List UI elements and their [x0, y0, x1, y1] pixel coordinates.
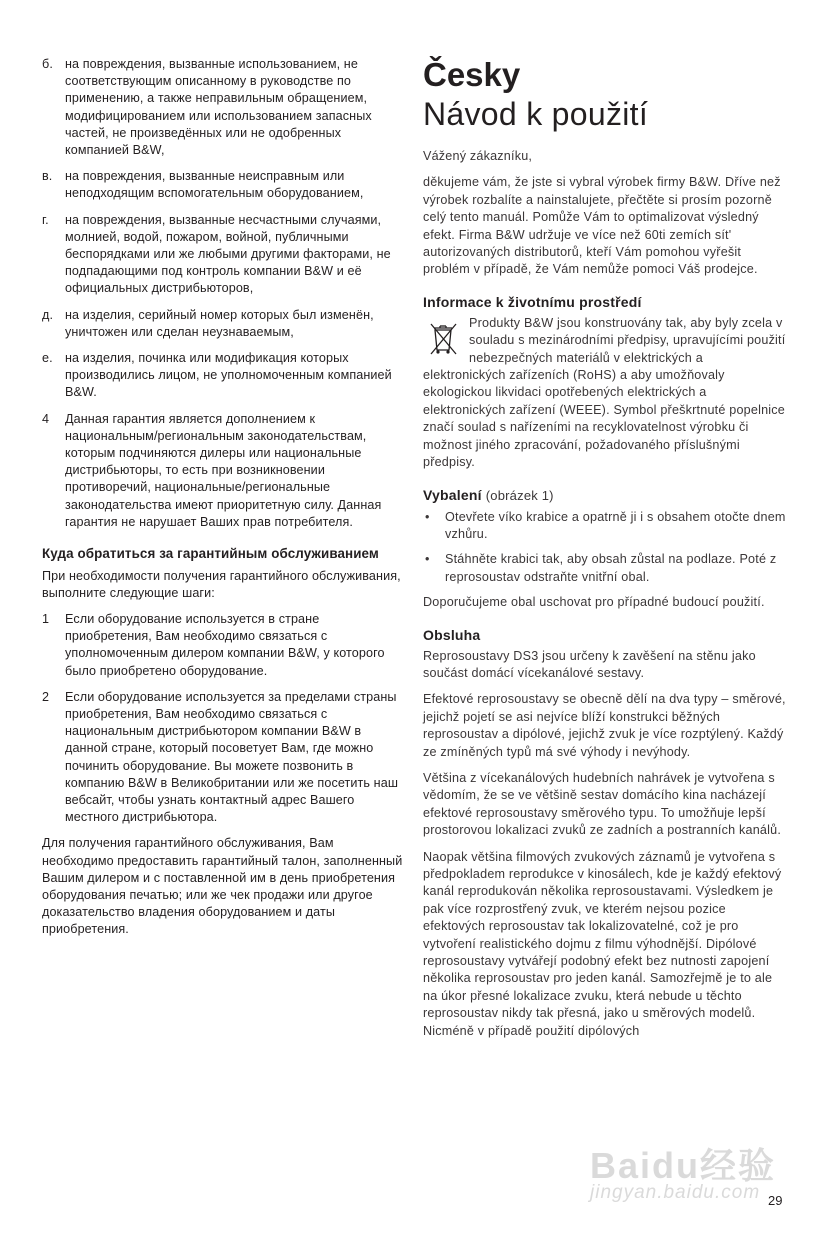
closing-paragraph: Для получения гарантийного обслуживания, Вам необходимо предоставить гарантийный талон, заполненный Вашим дилером и с поставленной им в день приобретения оборудования печатью; или же чек продажи или другое доказательство владения оборудованием и даты приобретения. — [42, 836, 403, 937]
operation-paragraph: Efektové reprosoustavy se obecně dělí na dva typy – směrové, jejichž pojetí se asi nejvíce blíží konstrukci běžných reprosoustav a dipólové, jejichž zvuk je více rozptýlený. Každý ze zmíněných typů má své výhody i nevýhody. — [423, 692, 786, 759]
service-heading: Куда обратиться за гарантийным обслуживанием — [42, 546, 379, 562]
step-text: Если оборудование используется за пределами страны приобретения, Вам необходимо связаться с национальным дистрибьютором компании B&W в данной стране, который посоветует Вам, где можно починить оборудование. Вы можете позвонить в компанию B&W в Великобритании или же посетить наш вебсайт, чтобы узнать контактный адрес Вашего местного дистрибьютора. — [65, 689, 399, 825]
step-marker: 1 — [42, 611, 50, 626]
list-item — [42, 411, 405, 531]
list-marker: в. — [42, 169, 53, 184]
watermark-logo: Baidu经验 — [590, 1145, 777, 1186]
unpacking-note: Doporučujeme obal uschovat pro případné budoucí použití. — [423, 595, 765, 610]
russian-column — [42, 56, 405, 948]
bullet-dot-icon: • — [425, 552, 430, 567]
list-marker: е. — [42, 351, 53, 366]
list-text: на изделия, починка или модификация которых производились лицом, не уполномоченным компанией B&W. — [65, 351, 392, 400]
list-text: на повреждения, вызванные несчастными случаями, молнией, водой, пожаром, войной, публичными беспорядками или же любыми другими факторами, не подпадающими под контроль компании B&W и её официальных дистрибьюторов, — [65, 212, 391, 296]
page-number: 29 — [768, 1193, 783, 1208]
bullet-text: Otevřete víko krabice a opatrně ji i s obsahem otočte dnem vzhůru. — [445, 509, 786, 541]
operation-paragraph: Reprosoustavy DS3 jsou určeny k zavěšení na stěnu jako součást domácí vícekanálové sestavy. — [423, 648, 756, 680]
environment-paragraph — [423, 315, 787, 472]
czech-column — [423, 56, 787, 1049]
environment-text: Produkty B&W jsou konstruovány tak, aby byly zcela v souladu s mezinárodními předpisy, upravujícími použití nebezpečných materiálů v elektrických a elektronických zařízeních (RoHS) a aby umožňovaly ekologickou likvidaci opotřebených elektrických a elektronických zařízení (WEEE). Symbol přeškrtnuté popelnice značí soulad s nařízeními na recyklovatelnost výrobku či možnost jiného zpracování, požadovaného příslušnými předpisy. — [423, 315, 786, 470]
bullet-item — [423, 551, 787, 586]
operation-heading: Obsluha — [423, 626, 481, 643]
step-marker: 2 — [42, 689, 50, 704]
list-item — [42, 212, 405, 298]
intro-paragraph: děkujeme vám, že jste si vybral výrobek firmy B&W. Dříve než výrobek rozbalíte a nainstalujete, přečtěte si prosím pozorně celý tento manuál. Pomůže Vám to optimalizovat výsledný efekt. Firma B&W udržuje ve více než 60ti zemích sít' autorizovaných distributorů, kteří Vám pomohou vyřešit problém v případě, že Vám nemůže pomoci Váš prodejce. — [423, 175, 781, 277]
watermark-url: jingyan.baidu.com — [590, 1182, 761, 1203]
unpacking-title: Vybalení — [423, 486, 482, 503]
bullet-item — [423, 509, 787, 544]
list-marker: д. — [42, 307, 54, 322]
document-title: Návod k použití — [423, 96, 649, 132]
list-text: на повреждения, вызванные неисправным или неподходящим вспомогательным оборудованием, — [65, 169, 364, 201]
list-item — [42, 56, 405, 159]
list-marker: 4 — [42, 411, 50, 426]
list-item — [42, 307, 405, 341]
unpacking-heading — [423, 486, 787, 505]
bullet-text: Stáhněte krabici tak, aby obsah zůstal na podlaze. Poté z reprosoustav odstraňte vnitřní obal. — [445, 552, 777, 584]
service-step — [42, 611, 405, 680]
operation-paragraph: Naopak většina filmových zvukových záznamů je vytvořena s předpokladem reprodukce v kinosálech, kde je každý efektový kanál reprodukován několika reprosoustavami. Výsledkem je pak více rozprostřený zvuk, ve kterém nejsou pozice efektových reprosoustav tak lokalizovatelné, což je pro vytvoření realistického dojmu z filmu výhodnější. Dipólové reprosoustavy vytvářejí podobný efekt bez nutnosti zapojení několika reprosoustav pro jeden kanál. Samozřejmě je to ale na úkor přesné lokalizace zvuku, která nebude u těchto reprosoustav nikdy tak přesná, jako u směrových modelů. Nicméně v případě použití dipólových — [423, 849, 782, 1038]
crossed-out-wheelie-bin-icon — [423, 318, 463, 358]
list-marker: б. — [42, 57, 53, 71]
service-intro: При необходимости получения гарантийного обслуживания, выполните следующие шаги: — [42, 568, 401, 600]
operation-paragraph: Většina z vícekanálových hudebních nahrávek je vytvořena s vědomím, že se ve většině sestav domácího kina nacházejí efektové reprosoustavy směrového typu. To umožňuje lepší prostorovou lokalizaci zvuků ze zadních a postranních kanálů. — [423, 770, 782, 838]
greeting: Vážený zákazníku, — [423, 149, 533, 163]
list-item — [42, 350, 405, 402]
step-text: Если оборудование используется в стране приобретения, Вам необходимо связаться с уполномоченным дилером компании B&W, у которого было приобретено оборудование. — [65, 611, 385, 678]
service-step — [42, 689, 405, 827]
baidu-watermark — [560, 1138, 790, 1208]
list-marker: г. — [42, 212, 49, 227]
list-text: на изделия, серийный номер которых был изменён, уничтожен или сделан неузнаваемым, — [65, 307, 374, 339]
language-title: Česky — [423, 56, 521, 93]
environment-heading: Informace k životnímu prostředí — [423, 293, 642, 310]
bullet-dot-icon: • — [425, 509, 430, 524]
list-text: Данная гарантия является дополнением к национальным/региональным законодательствам, которым подчиняются дилеры или национальные дистрибьюторы, то есть при возникновении противоречий, национальные/региональные законодательства имеют приоритетную силу. Данная гарантия не нарушает Ваших прав потребителя. — [65, 411, 382, 529]
list-item — [42, 168, 405, 202]
unpacking-figure-ref: (obrázek 1) — [485, 487, 554, 503]
list-text: на повреждения, вызванные использованием, не соответствующим описанному в руководстве по применению, а также неправильным обращением, модифицированием или использованием запасных частей, не произведённых или не одобренных компанией B&W, — [65, 57, 372, 158]
